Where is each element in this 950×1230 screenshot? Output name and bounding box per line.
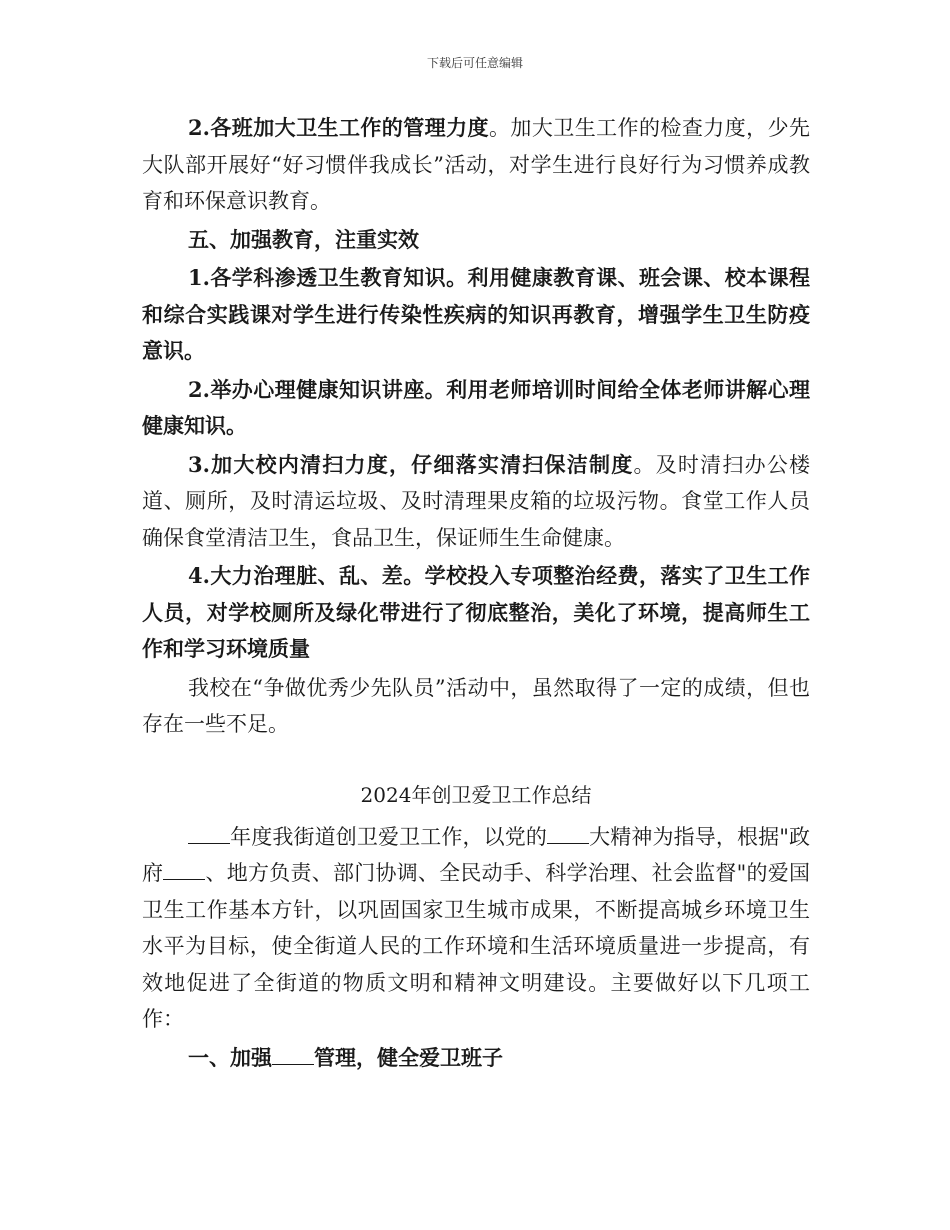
section-one-heading-a: 一、加强 (188, 1044, 272, 1070)
paragraph-5-3-lead: 3.加大校内清扫力度，仔细落实清扫保洁制度 (188, 451, 634, 477)
document-body (142, 110, 810, 1076)
intro-text-b: 大精神为指导，根据"政府 (142, 824, 810, 885)
paragraph-5-2: 2.举办心理健康知识讲座。利用老师培训时间给全体老师讲解心理健康知识。 (142, 376, 810, 438)
intro-text-a: 年度我街道创卫爱卫工作，以党的 (230, 824, 547, 849)
paragraph-5-4: 4.大力治理脏、乱、差。学校投入专项整治经费，落实了卫生工作人员，对学校厕所及绿化带进行了彻底整治，美化了环境，提高师生工作和学习环境质量 (142, 563, 810, 661)
paragraph-2 (142, 110, 810, 220)
intro-text-c: 、地方负责、部门协调、全民动手、科学治理、社会监督"的爱国卫生工作基本方针，以巩固国家卫生城市成果，不断提高城乡环境卫生水平为目标，使全街道人民的工作环境和生活环境质量进一步提高，有效地促进了全街道的物质文明和精神文明建设。主要做好以下几项工作： (142, 861, 810, 1031)
closing-paragraph: 我校在“争做优秀少先队员”活动中，虽然取得了一定的成绩，但也存在一些不足。 (142, 675, 810, 736)
blank-line (547, 825, 589, 844)
blank-line (163, 861, 205, 880)
section-one-heading (142, 1040, 810, 1077)
paragraph-5-3-text: 。及时清扫办公楼道、厕所，及时清运垃圾、及时清理果皮箱的垃圾污物。食堂工作人员确保食堂清洁卫生，食品卫生，保证师生生命健康。 (142, 452, 811, 550)
paragraph-5-3 (142, 447, 810, 557)
blank-line (272, 1046, 314, 1065)
paragraph-2-lead: 2.各班加大卫生工作的管理力度 (188, 115, 489, 140)
paragraph-2-text: 。加大卫生工作的检查力度，少先大队部开展好“好习惯伴我成长”活动，对学生进行良好行为习惯养成教育和环保意识教育。 (142, 116, 811, 213)
intro-paragraph (142, 819, 810, 1038)
document-title: 2024年创卫爱卫工作总结 (360, 782, 592, 807)
paragraph-5-1: 1.各学科渗透卫生教育知识。利用健康教育课、班会课、校本课程和综合实践课对学生进行传染性疾病的知识再教育，增强学生卫生防疫意识。 (142, 265, 810, 363)
section-one-heading-b: 管理，健全爱卫班子 (314, 1044, 503, 1070)
page-header: 下载后可任意编辑 (426, 56, 523, 70)
blank-line (188, 825, 230, 844)
section-five-heading: 五、加强教育，注重实效 (188, 226, 419, 252)
